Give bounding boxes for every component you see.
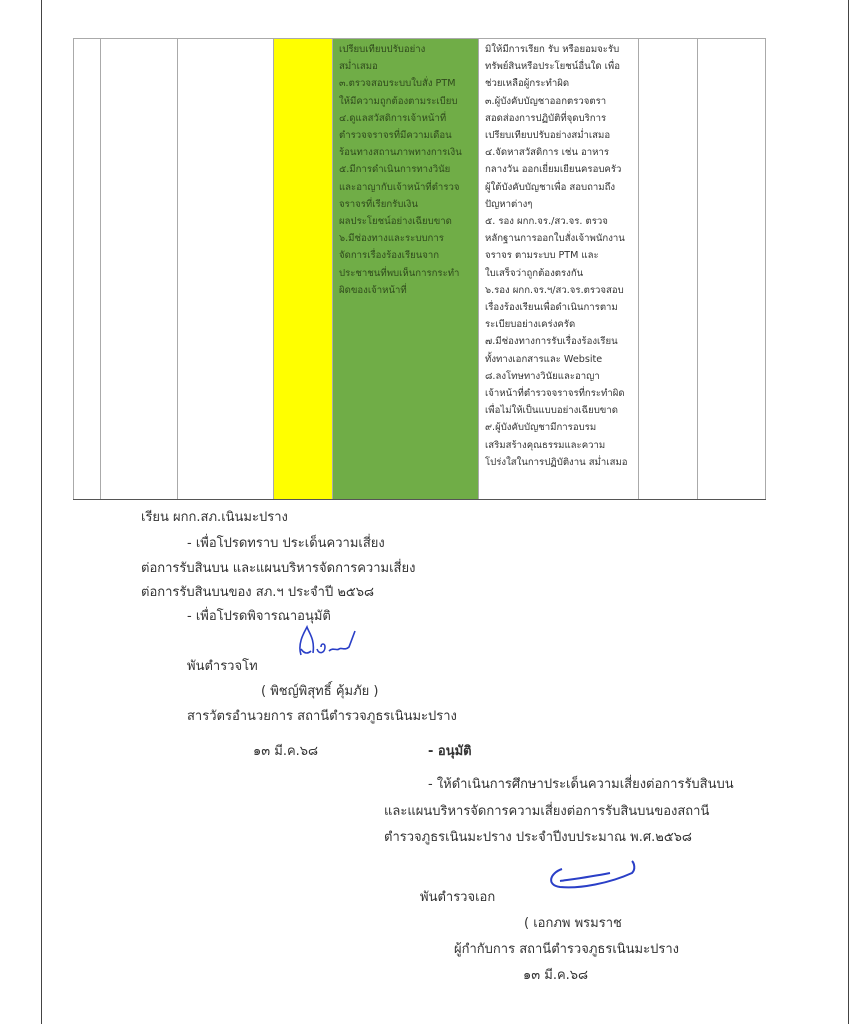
measures-cell-text (479, 39, 638, 471)
signer1-position: สารวัตรอำนวยการ สถานีตำรวจภูธรเนินมะปราง (187, 709, 457, 724)
measures-cell-line: ๔.จัดหาสวัสดิการ เช่น อาหาร (485, 147, 610, 159)
measures-cell-line: ๗.มีช่องทางการรับเรื่องร้องเรียน (485, 336, 618, 348)
green-cell-line: ให้มีความถูกต้องตามระเบียบ (339, 95, 458, 107)
green-cell-line: จัดการเรื่องร้องเรียนจาก (339, 250, 440, 262)
measures-cell-line: ผู้ใต้บังคับบัญชาเพื่อ สอบถามถึง (485, 181, 616, 193)
green-cell-line: ร้อนทางสถานภาพทางการเงิน (339, 147, 462, 159)
memo-item2: - เพื่อโปรดพิจารณาอนุมัติ (187, 609, 331, 624)
green-cell-line: ผลประโยชน์อย่างเฉียบขาด (339, 216, 452, 228)
measures-cell-line: กลางวัน ออกเยี่ยมเยียนครอบครัว (485, 164, 622, 176)
green-cell-line: เปรียบเทียบปรับอย่าง (339, 44, 426, 55)
approval-line-1: - ให้ดำเนินการศึกษาประเด็นความเสี่ยงต่อการรับสินบน (428, 777, 734, 792)
measures-cell-line: สอดส่องการปฏิบัติที่จุดบริการ (485, 112, 607, 124)
memo-item1-b: ต่อการรับสินบน และแผนบริหารจัดการความเสี่ยง (141, 561, 416, 576)
risk-level-yellow-cell (273, 39, 332, 499)
table-col-7 (638, 39, 697, 499)
measures-cell-line: เสริมสร้างคุณธรรมและความ (485, 439, 606, 451)
signer2-position: ผู้กำกับการ สถานีตำรวจภูธรเนินมะปราง (454, 942, 679, 957)
signer2-rank: พันตำรวจเอก (420, 890, 496, 905)
measures-cell-line: ใบเสร็จว่าถูกต้องตรงกัน (485, 267, 584, 279)
approval-date: ๑๓ มี.ค.๖๘ (523, 968, 589, 983)
green-cell-line: ๔.ดูแลสวัสดิการเจ้าหน้าที่ (339, 112, 447, 124)
memo-item1-c: ต่อการรับสินบนของ สภ.ฯ ประจำปี ๒๕๖๘ (141, 585, 375, 600)
signer1-rank: พันตำรวจโท (187, 659, 258, 674)
measures-cell-line: เปรียบเทียบปรับอย่างสม่ำเสมอ (485, 130, 611, 142)
measures-cell-line: จราจร ตามระบบ PTM และ (485, 250, 599, 262)
measures-cell-line: ๘.ลงโทษทางวินัยและอาญา (485, 370, 600, 382)
green-cell-line: ๓.ตรวจสอบระบบใบสั่ง PTM (339, 78, 456, 90)
green-cell-line: ๖.มีช่องทางและระบบการ (339, 233, 444, 245)
green-cell-text (333, 39, 478, 299)
green-cell-line: ประชาชนที่พบเห็นการกระทำ (339, 267, 460, 279)
memo-item1-a: - เพื่อโปรดทราบ ประเด็นความเสี่ยง (187, 536, 385, 551)
measures-cell-line: ๙.ผู้บังคับบัญชามีการอบรม (485, 422, 597, 434)
measures-cell-line: ปัญหาต่างๆ (485, 198, 533, 210)
green-cell-line: และอาญากับเจ้าหน้าที่ตำรวจ (339, 181, 460, 193)
measures-cell-line: เรื่องร้องเรียนเพื่อดำเนินการตาม (485, 302, 618, 314)
measures-cell-line: เพื่อไม่ให้เป็นแบบอย่างเฉียบขาด (485, 405, 618, 417)
green-cell-line: ๕.มีการดำเนินการทางวินัย (339, 164, 451, 176)
signature-2 (540, 855, 640, 895)
green-cell-line: จราจรที่เรียกรับเงิน (339, 198, 418, 210)
signature-1 (295, 625, 360, 667)
approval-title: - อนุมัติ (428, 744, 472, 759)
green-cell-line: ตำรวจจราจรที่มีความเดือน (339, 130, 452, 142)
signer2-name: ( เอกภพ พรมราช (524, 916, 622, 931)
measures-cell-line: ระเบียบอย่างเคร่งครัด (485, 319, 576, 331)
measures-cell-line: ๖.รอง ผกก.จร.ฯ/สว.จร.ตรวจสอบ (485, 284, 624, 296)
measures-cell-line: เจ้าหน้าที่ตำรวจจราจรที่กระทำผิด (485, 388, 625, 400)
measures-cell-line: ทั้งทางเอกสารและ Website (485, 353, 603, 365)
green-cell-line: ผิดของเจ้าหน้าที่ (339, 284, 407, 296)
table-col-8 (697, 39, 766, 499)
measures-cell-line: ๕. รอง ผกก.จร./สว.จร. ตรวจ (485, 216, 608, 228)
signer1-name: ( พิชญ์พิสุทธิ์ คุ้มภัย ) (261, 684, 379, 699)
measures-cell-line: โปร่งใสในการปฏิบัติงาน สม่ำเสมอ (485, 456, 628, 468)
table-col-1 (73, 39, 100, 499)
table-col-2 (100, 39, 177, 499)
measures-cell-line: หลักฐานการออกใบสั่งเจ้าพนักงาน (485, 233, 625, 245)
measures-cell-line: ๓.ผู้บังคับบัญชาออกตรวจตรา (485, 95, 607, 107)
measures-cell-line: ทรัพย์สินหรือประโยชน์อื่นใด เพื่อ (485, 61, 620, 73)
memo-date: ๑๓ มี.ค.๖๘ (253, 744, 319, 759)
green-cell-line: สม่ำเสมอ (339, 61, 378, 73)
approval-line-2: และแผนบริหารจัดการความเสี่ยงต่อการรับสินบนของสถานี (384, 804, 710, 819)
risk-table (73, 38, 766, 500)
table-col-3 (177, 39, 273, 499)
measures-cell-line: มิให้มีการเรียก รับ หรือยอมจะรับ (485, 44, 620, 55)
approval-line-3: ตำรวจภูธรเนินมะปราง ประจำปีงบประมาณ พ.ศ.๒๕๖๘ (384, 830, 692, 845)
measures-cell (478, 39, 638, 499)
existing-controls-green-cell (332, 39, 478, 499)
measures-cell-line: ช่วยเหลือผู้กระทำผิด (485, 78, 570, 90)
memo-to: เรียน ผกก.สภ.เนินมะปราง (141, 510, 288, 525)
